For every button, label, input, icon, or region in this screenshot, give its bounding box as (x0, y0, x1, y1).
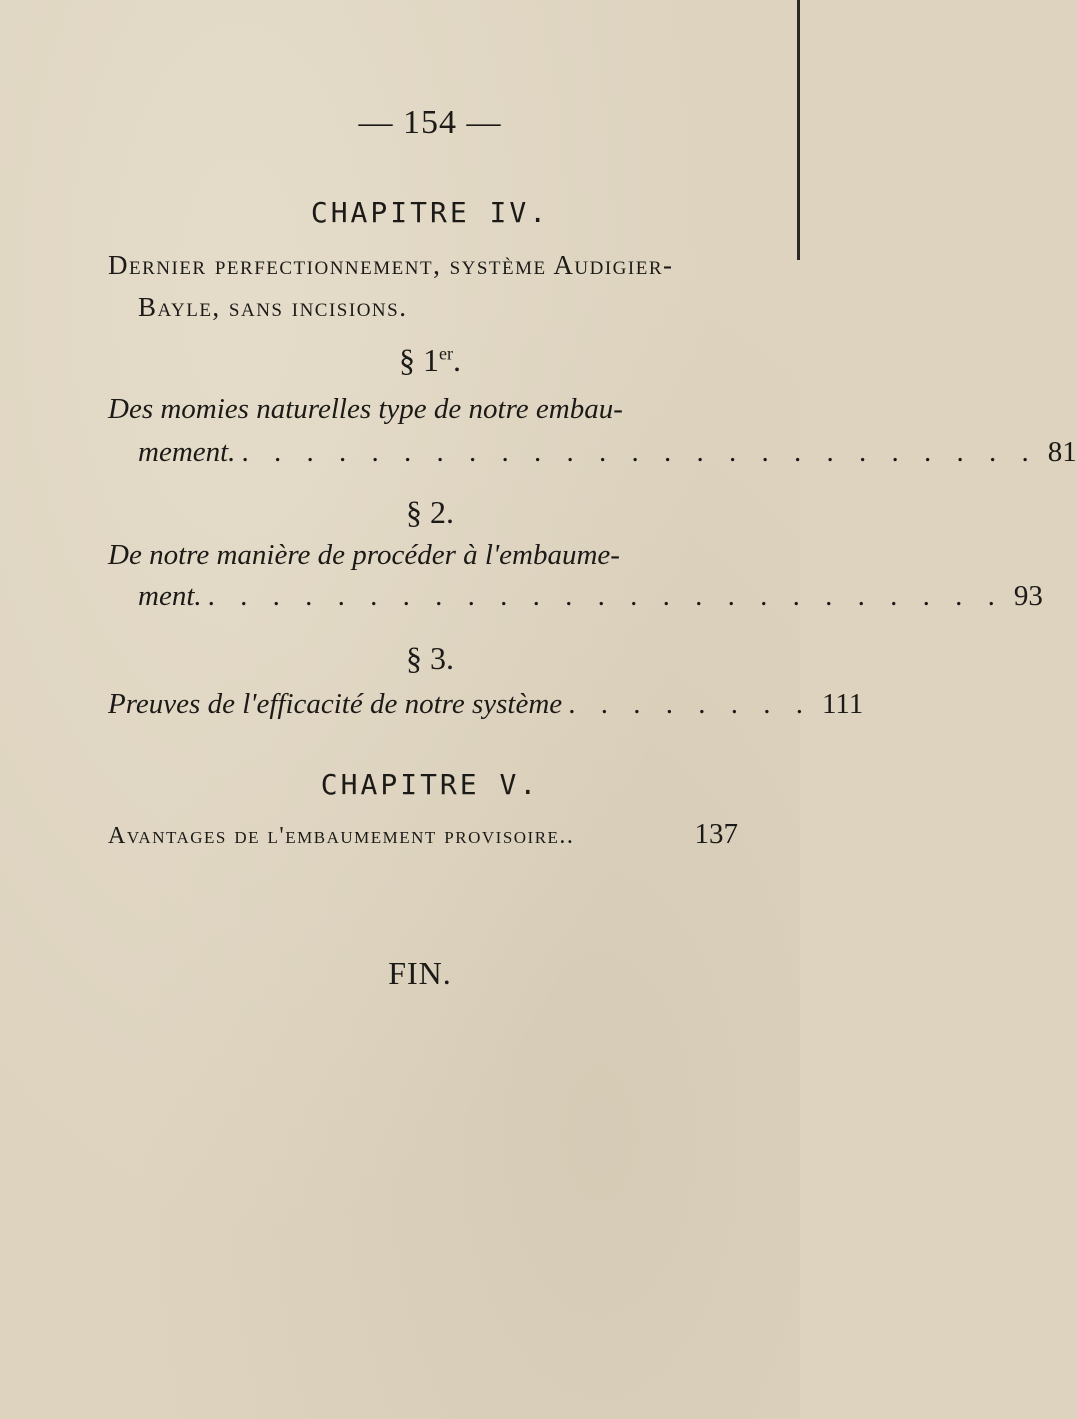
chapter-5-entry (108, 818, 738, 851)
section-3-mark: § 3. (406, 640, 454, 676)
chapter-5-title: Avantages de l'embaumement provisoire.. (108, 823, 575, 849)
section-1-entry (138, 436, 1077, 469)
section-3-page: 111 (821, 688, 864, 720)
end-text: FIN. (388, 955, 452, 991)
chapter-4-title-line1: Dernier perfectionnement, système Audigier- (108, 250, 674, 280)
section-2-title-line1: De notre manière de procéder à l'embaume- (108, 539, 620, 571)
section-1-page: 81 (1047, 436, 1077, 468)
section-1-mark: § 1er. (399, 342, 461, 378)
page-number: — 154 — (358, 104, 502, 141)
dot-leader: . . . . . . . . . . . . . . . . . . . . . . . . . (241, 436, 1038, 468)
dot-leader: . . . . . . . . (568, 688, 812, 720)
section-2-page: 93 (1013, 580, 1043, 612)
section-1-title-line1: Des momies naturelles type de notre embau- (108, 393, 623, 425)
chapter-5-heading: CHAPITRE V. (320, 768, 540, 801)
chapter-4-title (108, 244, 708, 328)
chapter-5-page: 137 (694, 818, 738, 850)
section-1-title-line2: mement. (138, 436, 236, 468)
section-3-title: Preuves de l'efficacité de notre système (108, 688, 563, 720)
section-2-mark: § 2. (406, 494, 454, 530)
section-2-entry (138, 580, 1043, 613)
section-2-title-line2: ment. (138, 580, 202, 612)
dot-leader: . . . . . . . . . . . . . . . . . . . . . . . . . (207, 580, 1004, 612)
chapter-4-title-line2: Bayle, sans incisions. (138, 292, 408, 322)
section-3-entry (108, 688, 864, 721)
chapter-4-heading: CHAPITRE IV. (310, 196, 550, 229)
